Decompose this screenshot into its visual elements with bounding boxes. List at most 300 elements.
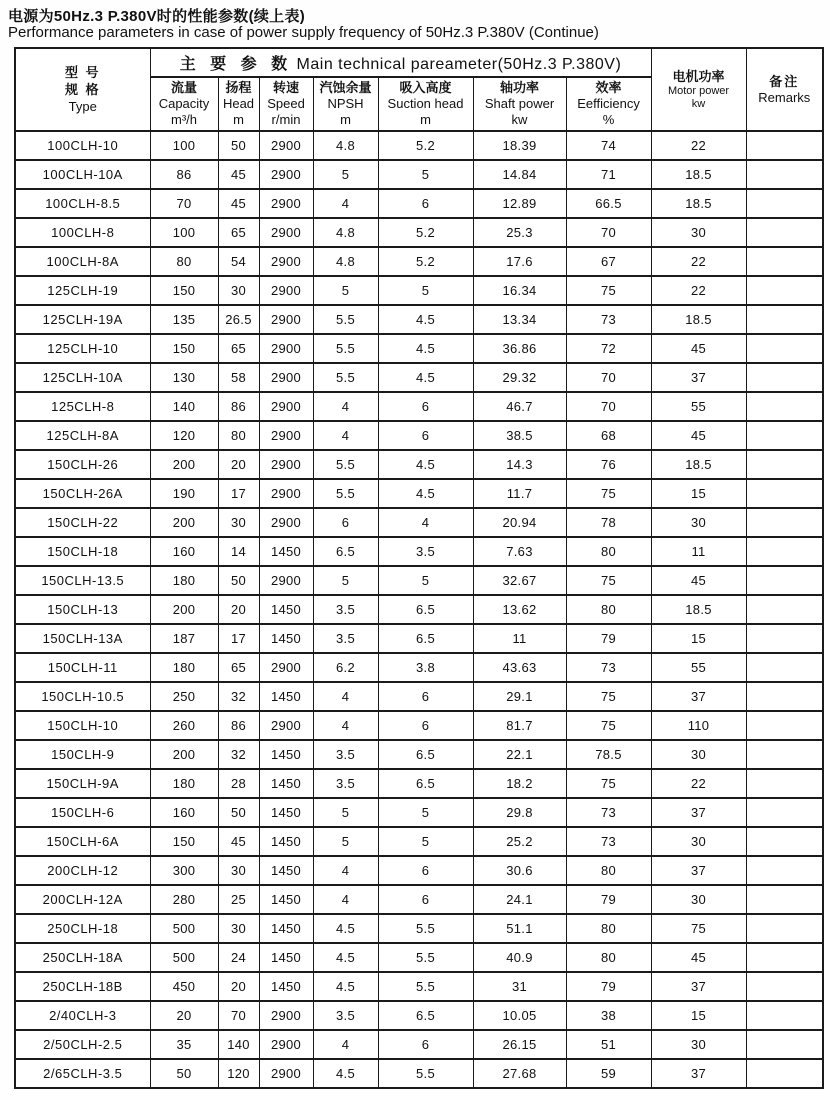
cell-head: 86 bbox=[218, 711, 259, 740]
table-row bbox=[15, 276, 823, 305]
cell-npsh: 4.8 bbox=[313, 247, 378, 276]
cell-head: 20 bbox=[218, 972, 259, 1001]
header-type-zh1: 型 号 bbox=[64, 65, 101, 80]
cell-type: 150CLH-10.5 bbox=[15, 682, 150, 711]
cell-capacity: 150 bbox=[150, 334, 218, 363]
cell-remarks bbox=[746, 740, 823, 769]
cell-remarks bbox=[746, 711, 823, 740]
cell-head: 17 bbox=[218, 479, 259, 508]
cell-motor-power: 30 bbox=[651, 1030, 746, 1059]
cell-npsh: 4 bbox=[313, 189, 378, 218]
cell-head: 58 bbox=[218, 363, 259, 392]
cell-head: 24 bbox=[218, 943, 259, 972]
cell-suction-head: 6 bbox=[378, 1030, 473, 1059]
cell-head: 45 bbox=[218, 160, 259, 189]
table-row bbox=[15, 1059, 823, 1088]
table-row bbox=[15, 566, 823, 595]
cell-remarks bbox=[746, 595, 823, 624]
table-row bbox=[15, 769, 823, 798]
cell-capacity: 187 bbox=[150, 624, 218, 653]
cell-npsh: 3.5 bbox=[313, 1001, 378, 1030]
cell-efficiency: 70 bbox=[566, 363, 651, 392]
cell-speed: 1450 bbox=[259, 740, 313, 769]
cell-head: 54 bbox=[218, 247, 259, 276]
cell-speed: 2900 bbox=[259, 334, 313, 363]
cell-capacity: 200 bbox=[150, 450, 218, 479]
cell-type: 100CLH-10 bbox=[15, 131, 150, 160]
table-row bbox=[15, 624, 823, 653]
cell-efficiency: 71 bbox=[566, 160, 651, 189]
cell-shaft-power: 40.9 bbox=[473, 943, 566, 972]
header-npsh-column bbox=[313, 77, 378, 131]
header-efficiency-unit: % bbox=[602, 112, 615, 127]
cell-npsh: 4 bbox=[313, 1030, 378, 1059]
header-head-unit: m bbox=[233, 112, 244, 127]
cell-capacity: 160 bbox=[150, 537, 218, 566]
cell-remarks bbox=[746, 566, 823, 595]
cell-shaft-power: 32.67 bbox=[473, 566, 566, 595]
cell-type: 150CLH-26A bbox=[15, 479, 150, 508]
cell-remarks bbox=[746, 508, 823, 537]
cell-motor-power: 18.5 bbox=[651, 189, 746, 218]
cell-speed: 1450 bbox=[259, 885, 313, 914]
cell-motor-power: 18.5 bbox=[651, 305, 746, 334]
table-row bbox=[15, 798, 823, 827]
cell-suction-head: 6.5 bbox=[378, 1001, 473, 1030]
cell-efficiency: 68 bbox=[566, 421, 651, 450]
cell-capacity: 180 bbox=[150, 653, 218, 682]
cell-suction-head: 5 bbox=[378, 827, 473, 856]
cell-type: 125CLH-19 bbox=[15, 276, 150, 305]
cell-speed: 1450 bbox=[259, 769, 313, 798]
header-speed-zh: 转速 bbox=[272, 80, 299, 95]
cell-npsh: 5 bbox=[313, 566, 378, 595]
cell-capacity: 135 bbox=[150, 305, 218, 334]
cell-head: 30 bbox=[218, 276, 259, 305]
cell-remarks bbox=[746, 276, 823, 305]
cell-type: 125CLH-8 bbox=[15, 392, 150, 421]
cell-head: 45 bbox=[218, 827, 259, 856]
cell-capacity: 35 bbox=[150, 1030, 218, 1059]
cell-speed: 1450 bbox=[259, 595, 313, 624]
cell-motor-power: 22 bbox=[651, 769, 746, 798]
cell-remarks bbox=[746, 1001, 823, 1030]
cell-efficiency: 80 bbox=[566, 914, 651, 943]
cell-capacity: 190 bbox=[150, 479, 218, 508]
cell-npsh: 5 bbox=[313, 160, 378, 189]
cell-capacity: 280 bbox=[150, 885, 218, 914]
header-suction-unit: m bbox=[420, 112, 431, 127]
cell-head: 65 bbox=[218, 334, 259, 363]
cell-type: 125CLH-10A bbox=[15, 363, 150, 392]
cell-npsh: 6 bbox=[313, 508, 378, 537]
cell-head: 45 bbox=[218, 189, 259, 218]
cell-capacity: 160 bbox=[150, 798, 218, 827]
cell-efficiency: 73 bbox=[566, 798, 651, 827]
header-head-zh: 扬程 bbox=[225, 80, 252, 95]
cell-shaft-power: 18.39 bbox=[473, 131, 566, 160]
cell-speed: 2900 bbox=[259, 189, 313, 218]
cell-motor-power: 22 bbox=[651, 247, 746, 276]
cell-npsh: 4.8 bbox=[313, 131, 378, 160]
cell-motor-power: 110 bbox=[651, 711, 746, 740]
cell-suction-head: 4.5 bbox=[378, 363, 473, 392]
cell-shaft-power: 18.2 bbox=[473, 769, 566, 798]
cell-type: 150CLH-18 bbox=[15, 537, 150, 566]
cell-capacity: 70 bbox=[150, 189, 218, 218]
header-shaft-zh: 轴功率 bbox=[499, 80, 539, 95]
cell-suction-head: 5 bbox=[378, 566, 473, 595]
cell-efficiency: 80 bbox=[566, 856, 651, 885]
cell-suction-head: 5 bbox=[378, 276, 473, 305]
header-capacity-column bbox=[150, 77, 218, 131]
cell-npsh: 5.5 bbox=[313, 479, 378, 508]
cell-speed: 2900 bbox=[259, 218, 313, 247]
cell-shaft-power: 12.89 bbox=[473, 189, 566, 218]
cell-shaft-power: 81.7 bbox=[473, 711, 566, 740]
cell-shaft-power: 29.32 bbox=[473, 363, 566, 392]
cell-shaft-power: 29.8 bbox=[473, 798, 566, 827]
cell-remarks bbox=[746, 914, 823, 943]
cell-suction-head: 6.5 bbox=[378, 769, 473, 798]
performance-parameters-table bbox=[14, 47, 824, 1089]
cell-shaft-power: 27.68 bbox=[473, 1059, 566, 1088]
header-motor-unit: kw bbox=[691, 97, 706, 110]
cell-remarks bbox=[746, 798, 823, 827]
cell-capacity: 100 bbox=[150, 218, 218, 247]
cell-remarks bbox=[746, 305, 823, 334]
cell-efficiency: 51 bbox=[566, 1030, 651, 1059]
cell-remarks bbox=[746, 189, 823, 218]
cell-capacity: 140 bbox=[150, 392, 218, 421]
cell-capacity: 150 bbox=[150, 276, 218, 305]
cell-npsh: 4 bbox=[313, 885, 378, 914]
header-speed-en: Speed bbox=[267, 96, 305, 111]
cell-efficiency: 73 bbox=[566, 653, 651, 682]
cell-type: 125CLH-10 bbox=[15, 334, 150, 363]
cell-speed: 2900 bbox=[259, 131, 313, 160]
cell-motor-power: 45 bbox=[651, 421, 746, 450]
cell-suction-head: 6.5 bbox=[378, 595, 473, 624]
cell-capacity: 500 bbox=[150, 943, 218, 972]
cell-npsh: 4 bbox=[313, 421, 378, 450]
cell-capacity: 180 bbox=[150, 769, 218, 798]
cell-suction-head: 5.5 bbox=[378, 943, 473, 972]
cell-npsh: 5 bbox=[313, 798, 378, 827]
cell-type: 150CLH-13.5 bbox=[15, 566, 150, 595]
cell-type: 200CLH-12A bbox=[15, 885, 150, 914]
cell-npsh: 3.5 bbox=[313, 624, 378, 653]
cell-capacity: 200 bbox=[150, 740, 218, 769]
table-row bbox=[15, 682, 823, 711]
cell-motor-power: 15 bbox=[651, 624, 746, 653]
cell-efficiency: 75 bbox=[566, 479, 651, 508]
cell-head: 50 bbox=[218, 131, 259, 160]
header-speed-column bbox=[259, 77, 313, 131]
cell-remarks bbox=[746, 769, 823, 798]
cell-motor-power: 45 bbox=[651, 334, 746, 363]
cell-suction-head: 6.5 bbox=[378, 740, 473, 769]
cell-speed: 2900 bbox=[259, 711, 313, 740]
table-row bbox=[15, 218, 823, 247]
cell-speed: 1450 bbox=[259, 943, 313, 972]
cell-motor-power: 15 bbox=[651, 479, 746, 508]
cell-shaft-power: 43.63 bbox=[473, 653, 566, 682]
cell-speed: 1450 bbox=[259, 624, 313, 653]
cell-remarks bbox=[746, 450, 823, 479]
table-row bbox=[15, 972, 823, 1001]
cell-remarks bbox=[746, 334, 823, 363]
cell-capacity: 200 bbox=[150, 595, 218, 624]
table-row bbox=[15, 305, 823, 334]
cell-head: 30 bbox=[218, 914, 259, 943]
cell-type: 125CLH-8A bbox=[15, 421, 150, 450]
cell-head: 65 bbox=[218, 653, 259, 682]
table-row bbox=[15, 885, 823, 914]
header-main-group bbox=[150, 48, 651, 77]
cell-type: 150CLH-11 bbox=[15, 653, 150, 682]
page-title-en: Performance parameters in case of power supply frequency of 50Hz.3 P.380V (Continue) bbox=[8, 24, 599, 41]
cell-head: 17 bbox=[218, 624, 259, 653]
cell-capacity: 80 bbox=[150, 247, 218, 276]
cell-efficiency: 73 bbox=[566, 827, 651, 856]
cell-npsh: 5.5 bbox=[313, 305, 378, 334]
cell-head: 120 bbox=[218, 1059, 259, 1088]
cell-motor-power: 45 bbox=[651, 943, 746, 972]
cell-capacity: 20 bbox=[150, 1001, 218, 1030]
cell-remarks bbox=[746, 392, 823, 421]
table-row bbox=[15, 508, 823, 537]
cell-efficiency: 80 bbox=[566, 943, 651, 972]
cell-efficiency: 79 bbox=[566, 885, 651, 914]
table-row bbox=[15, 1001, 823, 1030]
header-type-en: Type bbox=[68, 99, 97, 114]
cell-suction-head: 5 bbox=[378, 798, 473, 827]
cell-speed: 2900 bbox=[259, 421, 313, 450]
cell-type: 100CLH-8 bbox=[15, 218, 150, 247]
cell-type: 200CLH-12 bbox=[15, 856, 150, 885]
cell-npsh: 4.5 bbox=[313, 943, 378, 972]
cell-remarks bbox=[746, 218, 823, 247]
cell-shaft-power: 7.63 bbox=[473, 537, 566, 566]
cell-type: 100CLH-10A bbox=[15, 160, 150, 189]
cell-suction-head: 5.5 bbox=[378, 972, 473, 1001]
cell-capacity: 180 bbox=[150, 566, 218, 595]
cell-efficiency: 76 bbox=[566, 450, 651, 479]
cell-head: 50 bbox=[218, 566, 259, 595]
cell-remarks bbox=[746, 479, 823, 508]
cell-head: 30 bbox=[218, 856, 259, 885]
cell-npsh: 3.5 bbox=[313, 769, 378, 798]
cell-suction-head: 4 bbox=[378, 508, 473, 537]
cell-suction-head: 4.5 bbox=[378, 450, 473, 479]
cell-motor-power: 30 bbox=[651, 740, 746, 769]
cell-type: 150CLH-9A bbox=[15, 769, 150, 798]
header-remarks-en: Remarks bbox=[758, 90, 811, 105]
header-capacity-en: Capacity bbox=[158, 96, 210, 111]
header-remarks-zh: 备注 bbox=[769, 74, 800, 89]
cell-speed: 1450 bbox=[259, 856, 313, 885]
cell-suction-head: 6 bbox=[378, 856, 473, 885]
cell-capacity: 100 bbox=[150, 131, 218, 160]
cell-speed: 2900 bbox=[259, 1030, 313, 1059]
cell-remarks bbox=[746, 827, 823, 856]
cell-efficiency: 75 bbox=[566, 276, 651, 305]
cell-capacity: 50 bbox=[150, 1059, 218, 1088]
cell-motor-power: 55 bbox=[651, 653, 746, 682]
cell-head: 65 bbox=[218, 218, 259, 247]
header-efficiency-zh: 效率 bbox=[595, 80, 622, 95]
table-row bbox=[15, 827, 823, 856]
cell-shaft-power: 31 bbox=[473, 972, 566, 1001]
cell-head: 32 bbox=[218, 682, 259, 711]
cell-remarks bbox=[746, 1059, 823, 1088]
cell-head: 30 bbox=[218, 508, 259, 537]
cell-efficiency: 80 bbox=[566, 537, 651, 566]
cell-speed: 1450 bbox=[259, 798, 313, 827]
header-npsh-unit: m bbox=[340, 112, 351, 127]
header-main-group-zh: 主 要 参 数 bbox=[179, 56, 293, 73]
cell-speed: 2900 bbox=[259, 305, 313, 334]
cell-capacity: 260 bbox=[150, 711, 218, 740]
cell-shaft-power: 29.1 bbox=[473, 682, 566, 711]
cell-efficiency: 59 bbox=[566, 1059, 651, 1088]
cell-remarks bbox=[746, 856, 823, 885]
cell-remarks bbox=[746, 943, 823, 972]
header-motor-en: Motor power bbox=[667, 84, 730, 97]
cell-efficiency: 75 bbox=[566, 566, 651, 595]
cell-suction-head: 5 bbox=[378, 160, 473, 189]
cell-motor-power: 37 bbox=[651, 972, 746, 1001]
cell-suction-head: 6 bbox=[378, 189, 473, 218]
cell-remarks bbox=[746, 247, 823, 276]
cell-shaft-power: 11 bbox=[473, 624, 566, 653]
cell-type: 150CLH-9 bbox=[15, 740, 150, 769]
table-row bbox=[15, 421, 823, 450]
header-head-en: Head bbox=[222, 96, 255, 111]
cell-suction-head: 4.5 bbox=[378, 334, 473, 363]
header-npsh-zh: 汽蚀余量 bbox=[319, 80, 372, 95]
cell-efficiency: 79 bbox=[566, 624, 651, 653]
cell-capacity: 150 bbox=[150, 827, 218, 856]
header-efficiency-column bbox=[566, 77, 651, 131]
cell-remarks bbox=[746, 972, 823, 1001]
header-efficiency-en: Eefficiency bbox=[577, 96, 640, 111]
cell-efficiency: 75 bbox=[566, 711, 651, 740]
cell-type: 150CLH-22 bbox=[15, 508, 150, 537]
cell-shaft-power: 25.3 bbox=[473, 218, 566, 247]
cell-speed: 2900 bbox=[259, 363, 313, 392]
table-row bbox=[15, 160, 823, 189]
cell-remarks bbox=[746, 653, 823, 682]
cell-head: 70 bbox=[218, 1001, 259, 1030]
cell-motor-power: 15 bbox=[651, 1001, 746, 1030]
cell-shaft-power: 46.7 bbox=[473, 392, 566, 421]
cell-head: 50 bbox=[218, 798, 259, 827]
cell-motor-power: 22 bbox=[651, 131, 746, 160]
cell-motor-power: 75 bbox=[651, 914, 746, 943]
cell-capacity: 120 bbox=[150, 421, 218, 450]
cell-head: 25 bbox=[218, 885, 259, 914]
cell-shaft-power: 13.34 bbox=[473, 305, 566, 334]
cell-motor-power: 30 bbox=[651, 885, 746, 914]
header-capacity-unit: m³/h bbox=[171, 112, 197, 127]
cell-efficiency: 73 bbox=[566, 305, 651, 334]
cell-suction-head: 4.5 bbox=[378, 479, 473, 508]
cell-motor-power: 18.5 bbox=[651, 450, 746, 479]
cell-capacity: 86 bbox=[150, 160, 218, 189]
cell-suction-head: 3.8 bbox=[378, 653, 473, 682]
table-row bbox=[15, 247, 823, 276]
cell-head: 14 bbox=[218, 537, 259, 566]
header-speed-unit: r/min bbox=[271, 112, 301, 127]
table-row bbox=[15, 537, 823, 566]
cell-type: 100CLH-8.5 bbox=[15, 189, 150, 218]
cell-remarks bbox=[746, 624, 823, 653]
cell-type: 2/40CLH-3 bbox=[15, 1001, 150, 1030]
cell-npsh: 4 bbox=[313, 711, 378, 740]
cell-remarks bbox=[746, 160, 823, 189]
cell-shaft-power: 51.1 bbox=[473, 914, 566, 943]
table-row bbox=[15, 189, 823, 218]
cell-speed: 2900 bbox=[259, 247, 313, 276]
cell-efficiency: 78.5 bbox=[566, 740, 651, 769]
cell-efficiency: 75 bbox=[566, 682, 651, 711]
cell-shaft-power: 24.1 bbox=[473, 885, 566, 914]
cell-npsh: 4 bbox=[313, 856, 378, 885]
cell-suction-head: 5.2 bbox=[378, 247, 473, 276]
cell-head: 20 bbox=[218, 450, 259, 479]
cell-type: 100CLH-8A bbox=[15, 247, 150, 276]
cell-motor-power: 22 bbox=[651, 276, 746, 305]
cell-speed: 2900 bbox=[259, 508, 313, 537]
cell-capacity: 200 bbox=[150, 508, 218, 537]
cell-remarks bbox=[746, 682, 823, 711]
cell-speed: 2900 bbox=[259, 450, 313, 479]
cell-speed: 2900 bbox=[259, 1059, 313, 1088]
cell-remarks bbox=[746, 885, 823, 914]
cell-capacity: 450 bbox=[150, 972, 218, 1001]
header-suction-en: Suction head bbox=[387, 96, 464, 111]
cell-npsh: 4.5 bbox=[313, 1059, 378, 1088]
cell-head: 26.5 bbox=[218, 305, 259, 334]
cell-suction-head: 5.2 bbox=[378, 218, 473, 247]
cell-type: 150CLH-13A bbox=[15, 624, 150, 653]
cell-head: 20 bbox=[218, 595, 259, 624]
cell-shaft-power: 13.62 bbox=[473, 595, 566, 624]
cell-type: 250CLH-18 bbox=[15, 914, 150, 943]
cell-efficiency: 72 bbox=[566, 334, 651, 363]
cell-speed: 1450 bbox=[259, 682, 313, 711]
header-remarks-column bbox=[746, 48, 823, 131]
table-row bbox=[15, 711, 823, 740]
cell-shaft-power: 14.3 bbox=[473, 450, 566, 479]
cell-type: 250CLH-18B bbox=[15, 972, 150, 1001]
table-row bbox=[15, 943, 823, 972]
cell-speed: 1450 bbox=[259, 537, 313, 566]
cell-npsh: 4.5 bbox=[313, 972, 378, 1001]
cell-suction-head: 6 bbox=[378, 885, 473, 914]
cell-remarks bbox=[746, 131, 823, 160]
header-suction-zh: 吸入高度 bbox=[399, 80, 452, 95]
table-row bbox=[15, 856, 823, 885]
cell-head: 80 bbox=[218, 421, 259, 450]
table-row bbox=[15, 450, 823, 479]
cell-shaft-power: 22.1 bbox=[473, 740, 566, 769]
cell-npsh: 3.5 bbox=[313, 740, 378, 769]
header-shaft-en: Shaft power bbox=[484, 96, 555, 111]
header-type-zh2: 规 格 bbox=[64, 82, 101, 97]
